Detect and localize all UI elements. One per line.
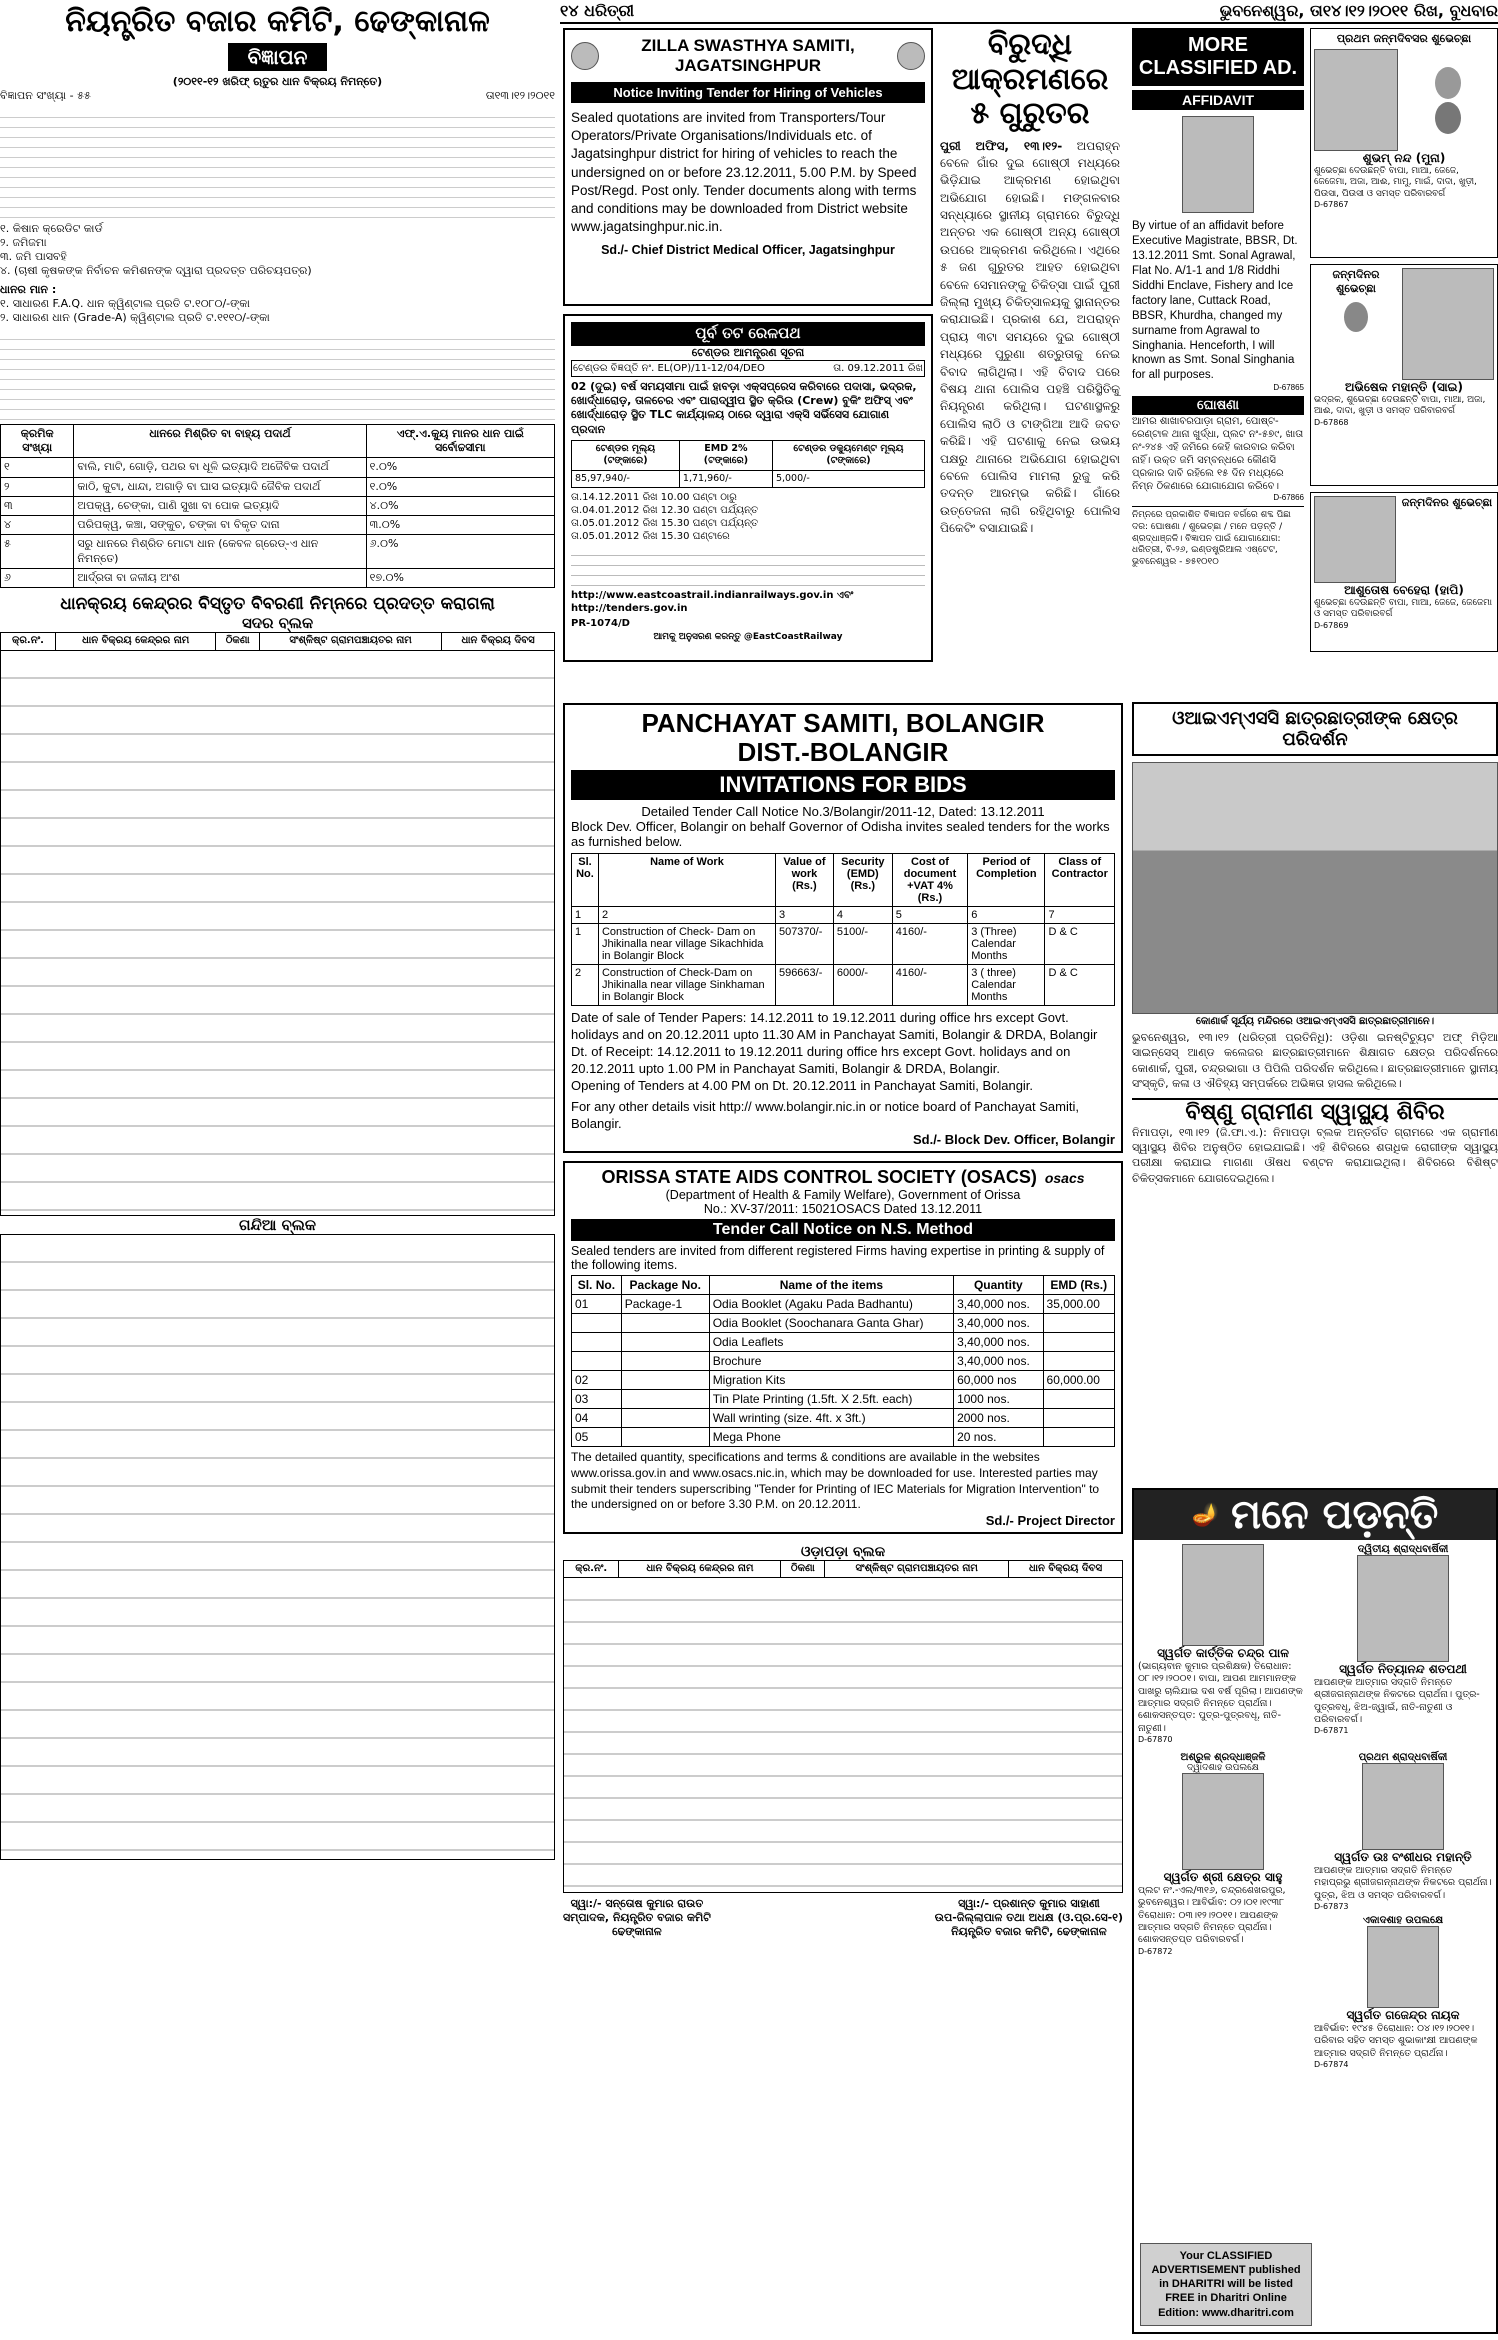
railway-values-table: ଟେଣ୍ଡର ମୂଲ୍ୟ (ଟଙ୍କାରେ) EMD 2% (ଟଙ୍କାରେ) ଟେଣ୍ଡର ଡକ୍ୟୁମେଣ୍ଟ ମୂଲ୍ୟ (ଟଙ୍କାରେ) 85,97,940/- 1,71,960/- 5,000/- — [571, 440, 925, 488]
block-sadar: ସଦର ବ୍ଲକ — [241, 614, 314, 633]
osacs-sign: Sd./- Project Director — [985, 1512, 1115, 1528]
table-row: ୧ ବାଲି, ମାଟି, ଗୋଡ଼ି, ପଥର ବା ଧୂଳି ଇତ୍ୟାଦି ଅଜୈବିକ ପଦାର୍ଥ ୧.୦% — [1, 458, 555, 477]
birthday-ad-1: ପ୍ରଥମ ଜନ୍ମଦିବସର ଶୁଭେଚ୍ଛା ଶୁଭମ୍ ନନ୍ଦ (ମୁନା) ଶୁଭେଚ୍ଛା ଦେଉଛନ୍ତି ବାପା, ମାଆ, ଜେଜେ, ଜେଜେମା, ଅଜା, ଆଈ, ମାମୁ, ମାଇଁ, ଦାଦା, ଖୁଡ଼ୀ, ପିଉସା, ପିଉସୀ ଓ ସମସ୍ତ ପରିବାରବର୍ଗ D-67867 — [1310, 28, 1498, 258]
ps-title2: DIST.-BOLANGIR — [737, 736, 949, 767]
qt-h0: କ୍ରମିକ ସଂଖ୍ୟା — [1, 424, 74, 458]
zilla-sign: Sd./- Chief District Medical Officer, Jagatsinghpur — [601, 242, 895, 257]
ps-sign: Sd./- Block Dev. Officer, Bolangir — [912, 1132, 1115, 1148]
osacs-no: No.: XV-37/2011: 15021OSACS Dated 13.12.2011 — [703, 1202, 983, 1217]
railway-work: 02 (ଦୁଇ) ବର୍ଷ ସମୟସୀମା ପାଇଁ ହାବଡ଼ା ଏକ୍ସପ୍ରେସ କରିବାରେ ପଦାସା, ଭଦ୍ରକ, ଖୋର୍ଦ୍ଧାରୋଡ଼, ତାଳଚେର ଏବଂ ପାରାଦ୍ୱୀପ ସ୍ଥିତ କ୍ରିଉ (Crew) ବୁକିଂ ଅଫିସ୍ ଏବଂ ଖୋର୍ଦ୍ଧାରୋଡ଼ ସ୍ଥିତ TLC କାର୍ଯ୍ୟାଳୟ ଠାରେ ଦ୍ୱାରା ଏକ୍ସି ସର୍ଭିସେସ ଯୋଗାଣ ପ୍ରଦାନ — [571, 379, 917, 436]
mc-price-head: ଧାନର ମାନ : — [0, 282, 57, 296]
ouat-headline: ଓଆଇଏମ୍ଏସସି ଛାତ୍ରଛାତ୍ରୀଙ୍କ କ୍ଷେତ୍ର ପରିଦର୍ଶନ — [1132, 702, 1498, 756]
more-classified: MORE CLASSIFIED AD. — [1132, 28, 1304, 86]
baby-photo — [1314, 49, 1398, 151]
masthead — [560, 0, 1498, 24]
balloon-icon — [1435, 102, 1461, 134]
mane-title: ମନେ ପଡ଼ନ୍ତି — [1231, 1492, 1439, 1538]
child-photo — [1402, 268, 1494, 380]
odapada-block — [563, 1544, 1123, 1940]
affidavit-head: AFFIDAVIT — [1132, 90, 1304, 110]
mc-price-0: ୧. ସାଧାରଣ F.A.Q. ଧାନ କ୍ୱିଣ୍ଟାଲ ପ୍ରତି ଟ.୧୦୮୦/-ଙ୍କା — [0, 297, 250, 311]
centres-table-sadar: କ୍ର.ନଂ. ଧାନ ବିକ୍ରୟ କେନ୍ଦ୍ରର ନାମ ଠିକଣା ସଂଶ୍ଳିଷ୍ଟ ଗ୍ରାମପଞ୍ଚାୟତର ନାମ ଧାନ ବିକ୍ରୟ ଦିବସ — [0, 632, 555, 1216]
table-row: 2 Construction of Check-Dam on Jhikinalla near village Sinkhaman in Bolangir Block 596663/- 6000/- 4160/- 3 ( three) Calendar Months D & C — [572, 965, 1115, 1006]
ps-p1: Date of sale of Tender Papers: 14.12.2011 to 19.12.2011 during office hrs except Govt. holidays and on 20.12.2011 upto 11.30 AM in Panchayat Samiti, Bolangir & DRDA, Bolangir — [571, 1010, 1098, 1043]
table-row: 04 Wall wrinting (size. 4ft. x 3ft.) 2000 nos. — [572, 1409, 1115, 1428]
mc-notice-no: ବିଜ୍ଞାପନ ସଂଖ୍ୟା - ୫୫ — [0, 89, 91, 103]
osacs-dept: (Department of Health & Family Welfare), Government of Orissa — [665, 1188, 1021, 1203]
dateline: ଭୁବନେଶ୍ୱର, ତା୧୪।୧୨।୨୦୧୧ ରିଖ, ବୁଧବାର — [1219, 1, 1498, 20]
table-row: 01 Package-1 Odia Booklet (Agaku Pada Badhantu) 3,40,000 nos. 35,000.00 — [572, 1295, 1115, 1314]
birthday-column — [1310, 28, 1498, 652]
panchayat-tender — [563, 703, 1123, 1939]
mc-sign-right: ସ୍ୱା:/- ପ୍ରଶାନ୍ତ କୁମାର ସାହାଣୀ ଉପ-ଜିଲ୍ଲାପାଳ ତଥା ଅଧକ୍ଷ (ଓ.ପ୍ର.ସେ-୧) ନିୟନ୍ତ୍ରିତ ବଜାର କମିଟି, ଢେଙ୍କାନାଳ — [934, 1897, 1123, 1939]
mc-list-3: ୪. (ଚାଷୀ କୃଷକଙ୍କ ନିର୍ବାଚନ କମିଶନଙ୍କ ଦ୍ୱାରା ପ୍ରଦତ୍ତ ପରିଚୟପତ୍ର) — [0, 264, 312, 278]
affidavit-photo — [1182, 116, 1254, 213]
table-row: 05 Mega Phone 20 nos. — [572, 1428, 1115, 1447]
table-row: Odia Leaflets 3,40,000 nos. — [572, 1333, 1115, 1352]
market-committee-ad — [0, 4, 555, 1860]
centres-head: ଧାନକ୍ରୟ କେନ୍ଦ୍ରର ବିସ୍ତୃତ ବିବରଣୀ ନିମ୍ନରେ ପ୍ରଦତ୍ତ କରାଗଲା — [60, 594, 495, 615]
centres-table-odapada: କ୍ର.ନଂ. ଧାନ ବିକ୍ରୟ କେନ୍ଦ୍ରର ନାମ ଠିକଣା ସଂଶ୍ଳିଷ୍ଟ ଗ୍ରାମପଞ୍ଚାୟତର ନାମ ଧାନ ବିକ୍ରୟ ଦିବସ — [563, 1560, 1123, 1894]
mc-price-1: ୨. ସାଧାରଣ ଧାନ (Grade-A) କ୍ୱିଣ୍ଟାଲ ପ୍ରତି ଟ.୧୧୧୦/-ଙ୍କା — [0, 311, 270, 325]
table-row: Odia Booklet (Soochanara Ganta Ghar) 3,40,000 nos. — [572, 1314, 1115, 1333]
ghoshana-text: ଆମର ଶାଖାବରପାଡ଼ା ଗ୍ରାମ, ପୋଷ୍ଟ-ରେଣ୍ଟାଳ ଥାନା ଖୁର୍ଦ୍ଧା, ପ୍ଲଟ ନଂ-୫୭୯, ଖାତା ନଂ-୨୪୫ ଏହି ଜମିରେ କେହି କାରବାର କରିବା ନାହିଁ। ଉକ୍ତ ଜମି ସମ୍ବନ୍ଧରେ କୌଣସି ପ୍ରକାର ଦାବି ରହିଲେ ୧୫ ଦିନ ମଧ୍ୟରେ ନିମ୍ନ ଠିକଣାରେ ଯୋଗାଯୋଗ କରିବେ। — [1132, 416, 1304, 493]
balloon-icon — [1435, 67, 1461, 99]
osacs-title: ORISSA STATE AIDS CONTROL SOCIETY (OSACS) — [601, 1167, 1037, 1188]
mc-title: ନିୟନ୍ତ୍ରିତ ବଜାର କମିଟି, ଢେଙ୍କାନାଳ — [65, 4, 490, 39]
portrait-photo — [1182, 1544, 1264, 1646]
obit-2: ଦ୍ୱିତୀୟ ଶ୍ରାଦ୍ଧବାର୍ଷିକୀ ସ୍ୱର୍ଗତ ନିତ୍ୟାନନ୍ଦ ଶତପଥୀ ଆପଣଙ୍କ ଆତ୍ମାର ସଦ୍ଗତି ନିମନ୍ତେ ଶ୍ରୀଜଗନ୍ନାଥଙ୍କ ନିକଟରେ ପ୍ରାର୍ଥନା। ପୁତ୍ର-ପୁତ୍ରବଧୂ, ଝିଅ-ଜ୍ୱାଇଁ, ନାତି-ନାତୁଣୀ ଓ ପରିବାରବର୍ଗ। D-67871 — [1314, 1544, 1480, 1736]
group-photo — [1132, 762, 1498, 1014]
ouat-body: ଭୁବନେଶ୍ୱର, ୧୩।୧୨ (ଧରିତ୍ରୀ ପ୍ରତିନିଧି): ଓଡ଼ିଶା ଇନଷ୍ଟିଚ୍ୟୁଟ ଅଫ୍ ମିଡ଼ିଆ ସାଇନ୍ସେସ୍ ଆଣ୍ଡ କଲେଜର ଛାତ୍ରଛାତ୍ରୀମାନେ ଶିକ୍ଷାଗତ କ୍ଷେତ୍ର ପରିଦର୍ଶନରେ କୋଣାର୍କ, ପୁରୀ, ଚନ୍ଦ୍ରଭାଗା ଓ ପିପିଲି ପରିଦର୍ଶନ କରିଥିଲେ। ଛାତ୍ରଛାତ୍ରୀମାନେ ସ୍ଥାନୀୟ ସଂସ୍କୃତି, କଳା ଓ ଐତିହ୍ୟ ସମ୍ପର୍କରେ ଅଭିଜ୍ଞତା ହାସଲ କରିଥିଲେ। — [1132, 1031, 1498, 1091]
ps-p3: Opening of Tenders at 4.00 PM on Dt. 20.12.2011 in Panchayat Samiti, Bolangir. — [571, 1077, 1034, 1093]
table-row: ୬ ଆର୍ଦ୍ରତା ବା ଜଳୀୟ ଅଂଶ ୧୭.୦% — [1, 569, 555, 588]
table-row: 03 Tin Plate Printing (1.5ft. X 2.5ft. each) 1000 nos. — [572, 1390, 1115, 1409]
obit-3: ଅଶ୍ରୁଳ ଶ୍ରଦ୍ଧାଞ୍ଜଳି ଦ୍ୱାଦଶାହ ଉପଲକ୍ଷେ ସ୍ୱର୍ଗତ ଶ୍ରୀ କ୍ଷେତ୍ର ସାହୁ ପ୍ଲଟ ନଂ.-ଏଲ/୩୧୬, ଚନ୍ଦ୍ରଶେଖରପୁର, ଭୁବନେଶ୍ୱର। ଆବିର୍ଭାବ: ୦୨।୦୧।୧୯୩୮ ତିରୋଧାନ: ୦୩।୧୨।୨୦୧୧। ଆପଣଙ୍କ ଆତ୍ମାର ସଦ୍ଗତି ନିମନ୍ତେ ପ୍ରାର୍ଥନା। ଶୋକସନ୍ତପ୍ତ ପରିବାରବର୍ଗ। D-67872 — [1138, 1752, 1286, 1956]
rates-text: ନିମ୍ନରେ ପ୍ରକାଶିତ ବିଜ୍ଞାପନ ବର୍ଗରେ ଶବ୍ଦ ପିଛା ଦର: ଘୋଷଣା / ଶୁଭେଚ୍ଛା / ମନେ ପଡ଼ନ୍ତି / ଶ୍ରଦ୍ଧାଞ୍ଜଳି। ବିଜ୍ଞାପନ ପାଇଁ ଯୋଗାଯୋଗ: ଧରିତ୍ରୀ, ବି-୨୬, ଇଣ୍ଡଷ୍ଟ୍ରିଆଲ ଏଷ୍ଟେଟ, ଭୁବନେଶ୍ୱର - ୭୫୧୦୧୦ — [1132, 506, 1304, 568]
camp-headline: ବିଷ୍ଣୁ ଗ୍ରାମୀଣ ସ୍ୱାସ୍ଥ୍ୟ ଶିବିର — [1132, 1098, 1498, 1125]
mane-padanti — [1132, 1488, 1498, 2334]
attack-dateline: ପୁରୀ ଅଫିସ, ୧୩।୧୨- — [940, 138, 1063, 153]
birthday-ad-3: ଜନ୍ମଦିନର ଶୁଭେଚ୍ଛା ଆଶୁତୋଷ ବେହେରା (ହାପି) ଶୁଭେଚ୍ଛା ଦେଉଛନ୍ତି ବାପା, ମାଆ, ଜେଜେ, ଜେଜେମା ଓ ସମସ୍ତ ପରିବାରବର୍ଗ D-67869 — [1310, 492, 1498, 652]
portrait-photo — [1182, 1773, 1264, 1870]
zilla-body: Sealed quotations are invited from Transporters/Tour Operators/Private Organisations/Individuals etc. of Jagatsinghpur district for hiring of vehicles to reach the undersigned on or before 23.12.2011, 5.00 P.M. by Speed Post/Regd. Post only. Tender documents along with terms and conditions may be downloaded from District website www.jagatsinghpur.nic.in. — [571, 110, 917, 235]
attack-body: ଅପରାହ୍ନ ବେଳେ ଗାଁର ଦୁଇ ଗୋଷ୍ଠୀ ମଧ୍ୟରେ ଭିଡ଼ିଯାଇ ଆକ୍ରମଣ ହୋଇଥିବା ଅଭିଯୋଗ ହୋଇଛି। ମଙ୍ଗଳବାର ସନ୍ଧ୍ୟାରେ ସ୍ଥାନୀୟ ଗ୍ରାମରେ ବିରୁଦ୍ଧି ଅନ୍ତର ଏକ ଗୋଷ୍ଠୀ ଅନ୍ୟ ଗୋଷ୍ଠୀ ଉପରେ ଆକ୍ରମଣ କରିଥିଲେ। ଏଥିରେ ୫ ଜଣ ଗୁରୁତର ଆହତ ହୋଇଥିବା ବେଳେ ସେମାନଙ୍କୁ ଚିକିତ୍ସା ପାଇଁ ପୁରୀ ଜିଲ୍ଲା ମୁଖ୍ୟ ଚିକିତ୍ସାଳୟକୁ ସ୍ଥାନାନ୍ତର କରାଯାଇଛି। ପ୍ରକାଶ ଯେ, ଅପରାହ୍ନ ପ୍ରାୟ ୩ଟା ସମୟରେ ଦୁଇ ଗୋଷ୍ଠୀ ମଧ୍ୟରେ ପୁରୁଣା ଶତ୍ରୁତାକୁ ନେଇ ବିବାଦ ଲାଗିଥିଲା। ଏହି ବିବାଦ ପରେ ବିଷୟ ଥାନା ପୋଲିସ ପହଞ୍ଚି ପରିସ୍ଥିତିକୁ ନିୟନ୍ତ୍ରଣ କରିଥିଲା। ଘଟଣାସ୍ଥଳରୁ ପୋଲିସ ଲାଠି ଓ ଟାଙ୍ଗିଆ ଆଦି ଜବତ କରିଛି। ଏହି ଘଟଣାକୁ ନେଇ ଉଭୟ ପକ୍ଷରୁ ଥାନାରେ ଅଭିଯୋଗ ହୋଇଥିବା ବେଳେ ପୋଲିସ ମାମଲା ରୁଜୁ କରି ତଦନ୍ତ ଆରମ୍ଭ କରିଛି। ଗାଁରେ ଉତ୍ତେଜନା ଲାଗି ରହିଥିବାରୁ ପୋଲିସ ପିକେଟିଂ ବସାଯାଇଛି। — [940, 138, 1120, 536]
mc-list-2: ୩. ଜମି ପାସବହି — [0, 250, 67, 264]
osacs-banner: Tender Call Notice on N.S. Method — [571, 1219, 1115, 1241]
railway-title: ପୂର୍ବ ତଟ ରେଳପଥ — [571, 322, 925, 346]
osacs-items-table: Sl. No. Package No. Name of the items Quantity EMD (Rs.) 01 Package-1 Odia Booklet (Agaku Pada Badhantu) 3,40,000 nos. 35,000.00 Odia Booklet (Soochanara Ganta Ghar) 3,40,000 nos. Odia Leaflets 3,40,000 nos. Brochure 3,40,000 nos. 02 Migration Kits 60,000 nos 60,000.00 03 Tin Plate Printing (1.5ft. X 2.5ft. each) 1000 nos. 04 Wall wrinting (size. 4ft. x 3ft.) 2000 nos. 05 Mega Phone 20 nos. — [571, 1275, 1115, 1447]
portrait-photo — [1357, 1555, 1449, 1662]
ps-p2: Dt. of Receipt: 14.12.2011 to 19.12.2011 during office hrs except Govt. holidays and on 20.12.2011 upto 1.00 PM in Panchayat Samiti, Bolangir & DRDA, Bolangir. — [571, 1043, 1071, 1076]
online-edition-note: Your CLASSIFIED ADVERTISEMENT published in DHARITRI will be listed FREE in Dharitri Online Edition: www.dharitri.com — [1140, 2243, 1312, 2326]
ps-title: PANCHAYAT SAMITI, BOLANGIR — [641, 708, 1045, 738]
table-row: 02 Migration Kits 60,000 nos 60,000.00 — [572, 1371, 1115, 1390]
obit-5: ଏକାଦଶାହ ଉପଲକ୍ଷେ ସ୍ୱର୍ଗତ ଗଜେନ୍ଦ୍ର ନାୟକ ଆବିର୍ଭାବ: ୧୯୪୫ ତିରୋଧାନ: ୦୪।୧୨।୨୦୧୧। ପରିବାର ସହିତ ସମସ୍ତ ଶୁଭାକାଂକ୍ଷୀ ଆପଣଙ୍କ ଆତ୍ମାର ସଦ୍ଗତି ନିମନ୍ତେ ପ୍ରାର୍ଥନା। D-67874 — [1314, 1915, 1478, 2070]
camp-body: ନିମାପଡ଼ା, ୧୩।୧୨ (ଜି.ଫା.ଏ.): ନିମାପଡ଼ା ବ୍ଲକ ଅନ୍ତର୍ଗତ ଗ୍ରାମରେ ଏକ ଗ୍ରାମୀଣ ସ୍ୱାସ୍ଥ୍ୟ ଶିବିର ଅନୁଷ୍ଠିତ ହୋଇଯାଇଛି। ଏହି ଶିବିରରେ ଶତାଧିକ ରୋଗୀଙ୍କ ସ୍ୱାସ୍ଥ୍ୟ ପରୀକ୍ଷା କରାଯାଇ ମାଗଣା ଔଷଧ ବଣ୍ଟନ କରାଯାଇଥିଲା। ଶିବିରରେ ବିଶିଷ୍ଟ ଚିକିତ୍ସକମାନେ ଯୋଗଦେଇଥିଲେ। — [1132, 1125, 1498, 1185]
zilla-banner: Notice Inviting Tender for Hiring of Vehicles — [571, 82, 925, 103]
osacs-footer: The detailed quantity, specifications and terms & conditions are available in the websites www.orissa.gov.in and www.osacs.nic.in, which may be downloaded for use. Interested parties may submit their tenders superscribing "Tender for Printing of IEC Materials for Migration Intervention" to the undersigned on or before 3.30 P.M. on 20.12.2011. — [571, 1450, 1100, 1512]
child-photo — [1314, 496, 1396, 583]
lamp-icon: 🪔 — [1191, 1502, 1220, 1528]
zilla-logo-icon — [571, 42, 599, 70]
block-odapada: ଓଡ଼ାପଡ଼ା ବ୍ଲକ — [800, 1543, 886, 1560]
obit-1: ସ୍ୱର୍ଗତ କାର୍ତ୍ତିକ ଚନ୍ଦ୍ର ପାଳ (ଭାଗ୍ୟବାନ କୁମାର ପ୍ରଶିକ୍ଷକ) ତିରୋଧାନ: ୦୮।୧୨।୨୦୦୧। ବାପା, ଆପଣ ଆମମାନଙ୍କ ପାଖରୁ ଚାଲିଯାଇ ଦଶ ବର୍ଷ ପୂରିଲା। ଆପଣଙ୍କ ଆତ୍ମାର ସଦ୍ଗତି ନିମନ୍ତେ ପ୍ରାର୍ଥନା। ଶୋକସନ୍ତପ୍ତ: ପୁତ୍ର-ପୁତ୍ରବଧୂ, ନାତି-ନାତୁଣୀ। D-67870 — [1138, 1544, 1308, 1744]
classified-column: MORE CLASSIFIED AD. AFFIDAVIT By virtue of an affidavit before Executive Magistrate, BBSR, Dt. 13.12.2011 Smt. Sonal Agrawal, Flat No. A/1-1 and 1/8 Riddhi Siddhi Enclave, Fishery and Ice factory lane, Cuttack Road, BBSR, Khurdha, changed my surname from Agrawal to Singhania. Henceforth, I will known as Smt. Sonal Singhania for all purposes. D-67865 ଘୋଷଣା ଆମର ଶାଖାବରପାଡ଼ା ଗ୍ରାମ, ପୋଷ୍ଟ-ରେଣ୍ଟାଳ ଥାନା ଖୁର୍ଦ୍ଧା, ପ୍ଲଟ ନଂ-୫୭୯, ଖାତା ନଂ-୨୪୫ ଏହି ଜମିରେ କେହି କାରବାର କରିବା ନାହିଁ। ଉକ୍ତ ଜମି ସମ୍ବନ୍ଧରେ କୌଣସି ପ୍ରକାର ଦାବି ରହିଲେ ୧୫ ଦିନ ମଧ୍ୟରେ ନିମ୍ନ ଠିକଣାରେ ଯୋଗାଯୋଗ କରିବେ। D-67866 ନିମ୍ନରେ ପ୍ରକାଶିତ ବିଜ୍ଞାପନ ବର୍ଗରେ ଶବ୍ଦ ପିଛା ଦର: ଘୋଷଣା / ଶୁଭେଚ୍ଛା / ମନେ ପଡ଼ନ୍ତି / ଶ୍ରଦ୍ଧାଞ୍ଜଳି। ବିଜ୍ଞାପନ ପାଇଁ ଯୋଗାଯୋଗ: ଧରିତ୍ରୀ, ବି-୨୬, ଇଣ୍ଡଷ୍ଟ୍ରିଆଲ ଏଷ୍ଟେଟ, ଭୁବନେଶ୍ୱର - ୭୫୧୦୧୦ — [1132, 28, 1304, 569]
zilla-notice — [563, 28, 933, 662]
railway-pr: PR-1074/D — [571, 618, 630, 630]
portrait-photo — [1367, 1926, 1439, 2008]
qt-h2: ଏଫ୍.ଏ.କ୍ୟୁ ମାନର ଧାନ ପାଇଁ ସର୍ବୋଚ୍ଚସୀମା — [366, 424, 554, 458]
balloon-icon — [1344, 302, 1368, 332]
ps-p4: For any other details visit http:// www.bolangir.nic.in or notice board of Panchayat Samiti, Bolangir. — [571, 1098, 1079, 1131]
mc-subtitle: (୨୦୧୧-୧୨ ଖରିଫ୍ ଋତୁର ଧାନ ବିକ୍ରୟ ନିମନ୍ତେ) — [172, 75, 383, 88]
mc-body-text — [0, 108, 555, 218]
mc-list-0: ୧. କିଷାନ କ୍ରେଡିଟ କାର୍ଡ — [0, 221, 103, 235]
mc-tag: ବିଜ୍ଞାପନ — [228, 43, 328, 71]
ps-intro: Block Dev. Officer, Bolangir on behalf Governor of Odisha invites sealed tenders for the works as furnished below. — [571, 819, 1110, 850]
railway-ref-date: ତା. 09.12.2011 ରିଖ — [833, 362, 923, 374]
obit-4: ପ୍ରଥମ ଶ୍ରାଦ୍ଧବାର୍ଷିକୀ ସ୍ୱର୍ଗତ ଉଃ ବଂଶୀଧର ମହାନ୍ତି ଆପଣଙ୍କ ଆତ୍ମାର ସଦ୍ଗତି ନିମନ୍ତେ ମହାପ୍ରଭୁ ଶ୍ରୀଜଗନ୍ନାଥଙ୍କ ନିକଟରେ ପ୍ରାର୍ଥନା। ପୁତ୍ର, ଝିଅ ଓ ସମସ୍ତ ପରିବାରବର୍ଗ। D-67873 — [1314, 1752, 1492, 1912]
ps-works-table: Sl. No. Name of Work Value of work (Rs.) Security (EMD) (Rs.) Cost of document +VAT 4% (Rs.) Period of Completion Class of Contractor 1 2 3 4 5 6 7 1 Construction of Check- Dam on Jhikinalla near village Sikachhida in Bolangir Block 507370/- 5100/- 4160/- 3 (Three) Calendar Months D & C 2 Construction of Check-Dam on Jhikinalla near village Sinkhaman in Bolangir Block 596663/- 6000/- 4160/- 3 ( three) Calendar Months D & C — [571, 853, 1115, 1006]
centres-table-gandia — [0, 1234, 555, 1860]
attack-story — [940, 28, 1120, 537]
railway-footer: ଆମକୁ ଅନୁସରଣ କରନ୍ତୁ @EastCoastRailway — [653, 632, 843, 643]
ouat-caption: କୋଣାର୍କ ସୂର୍ଯ୍ୟ ମନ୍ଦିରରେ ଓଆଇଏମ୍ଏସସି ଛାତ୍ରଛାତ୍ରୀମାନେ। — [1195, 1016, 1435, 1027]
osacs-intro: Sealed tenders are invited from different registered Firms having expertise in printing & supply of the following items. — [571, 1244, 1105, 1273]
mc-list-1: ୨. ଜମିଜମା — [0, 235, 47, 249]
railway-ref: ଟେଣ୍ଡର ବିଜ୍ଞପ୍ତି ନଂ. EL(OP)/11-12/04/DEO — [573, 362, 765, 374]
ps-notice: Detailed Tender Call Notice No.3/Bolangir/2011-12, Dated: 13.12.2011 — [641, 804, 1045, 820]
osacs-tender — [563, 1161, 1123, 1533]
railway-subtitle: ଟେଣ୍ଡର ଆମନ୍ତ୍ରଣ ସୂଚନା — [691, 345, 805, 359]
table-row: Brochure 3,40,000 nos. — [572, 1352, 1115, 1371]
attack-headline: ବିରୁଦ୍ଧି ଆକ୍ରମଣରେ ୫ ଗୁରୁତର — [951, 27, 1109, 131]
railway-web[interactable]: http://www.eastcoastrail.indianrailways.gov.in ଏବଂ http://tenders.gov.in — [571, 590, 854, 615]
ouat-story — [1132, 702, 1498, 1186]
zilla-org: ZILLA SWASTHYA SAMITI, JAGATSINGHPUR — [641, 36, 855, 75]
block-gandia: ଗନ୍ଦିଆ ବ୍ଲକ — [239, 1215, 316, 1234]
birthday-ad-2: ଜନ୍ମଦିନର ଶୁଭେଚ୍ଛା ଅଭିଷେକ ମହାନ୍ତି (ସାଇ) ଭଦ୍ରକ, ଶୁଭେଚ୍ଛା ଦେଉଛନ୍ତି ବାପା, ମାଆ, ଅଜା, ଆଈ, ଦାଦା, ଖୁଡ଼ୀ ଓ ସମସ୍ତ ପରିବାରବର୍ଗ D-67868 — [1310, 264, 1498, 486]
quality-table — [0, 424, 555, 589]
table-row: ୫ ସରୁ ଧାନରେ ମିଶ୍ରିତ ମୋଟା ଧାନ (କେବଳ ଗ୍ରେଡ୍-ଏ ଧାନ ନିମନ୍ତେ) ୬.୦% — [1, 535, 555, 569]
table-row: ୨ କାଠି, କୁଟା, ଧାନ୍ଦା, ଅଗାଡ଼ି ବା ଘାସ ଇତ୍ୟାଦି ଜୈବିକ ପଦାର୍ଥ ୧.୦% — [1, 477, 555, 496]
table-row: ୩ ଅପକ୍ୱ, ଚେଙ୍କା, ପାଣି ସୁଖା ବା ପୋକ ଇତ୍ୟାଦି ୪.୦% — [1, 496, 555, 515]
qt-h1: ଧାନରେ ମିଶ୍ରିତ ବା ବାହ୍ୟ ପଦାର୍ଥ — [74, 424, 366, 458]
page-label: ୧୪ ଧରିତ୍ରୀ — [560, 1, 635, 20]
odisha-emblem-icon — [897, 42, 925, 70]
affidavit-text: By virtue of an affidavit before Executive Magistrate, BBSR, Dt. 13.12.2011 Smt. Sonal Agrawal, Flat No. A/1-1 and 1/8 Riddhi Siddhi Enclave, Fishery and Ice factory lane, Cuttack Road, BBSR, Khurdha, changed my surname from Agrawal to Singhania. Henceforth, I will known as Smt. Sonal Singhania for all purposes. — [1132, 220, 1298, 382]
ps-banner: INVITATIONS FOR BIDS — [571, 770, 1115, 800]
mc-notice-date: ତା୧୩।୧୨।୨୦୧୧ — [485, 89, 555, 103]
mc-sign-left: ସ୍ୱା:/- ସନ୍ତୋଷ କୁମାର ରାଉତ ସମ୍ପାଦକ, ନିୟନ୍ତ୍ରିତ ବଜାର କମିଟି ଢେଙ୍କାନାଳ — [563, 1897, 711, 1939]
table-row: ୪ ପରିପକ୍ୱ, କଞ୍ଚା, ସଙ୍କୁଚ, ଚଙ୍କା ବା ବିକୃତ ଦାନା ୩.୦% — [1, 516, 555, 535]
railway-tender: ପୂର୍ବ ତଟ ରେଳପଥ ଟେଣ୍ଡର ଆମନ୍ତ୍ରଣ ସୂଚନା ଟେଣ୍ଡର ବିଜ୍ଞପ୍ତି ନଂ. EL(OP)/11-12/04/DEO ତା. 09.12.2011 ରିଖ 02 (ଦୁଇ) ବର୍ଷ ସମୟସୀମା ପାଇଁ ହାବଡ଼ା ଏକ୍ସପ୍ରେସ କରିବାରେ ପଦାସା, ଭଦ୍ରକ, ଖୋର୍ଦ୍ଧାରୋଡ଼, ତାଳଚେର ଏବଂ ପାରାଦ୍ୱୀପ ସ୍ଥିତ କ୍ରିଉ (Crew) ବୁକିଂ ଅଫିସ୍ ଏବଂ ଖୋର୍ଦ୍ଧାରୋଡ଼ ସ୍ଥିତ TLC କାର୍ଯ୍ୟାଳୟ ଠାରେ ଦ୍ୱାରା ଏକ୍ସି ସର୍ଭିସେସ ଯୋଗାଣ ପ୍ରଦାନ ଟେଣ୍ଡର ମୂଲ୍ୟ (ଟଙ୍କାରେ) EMD 2% (ଟଙ୍କାରେ) ଟେଣ୍ଡର ଡକ୍ୟୁମେଣ୍ଟ ମୂଲ୍ୟ (ଟଙ୍କାରେ) 85,97,940/- 1,71,960/- 5,000/- ତା.14.12.2011 ରିଖ 10.00 ଘଣ୍ଟା ଠାରୁ ତା.04.01.2012 ରିଖ 12.30 ଘଣ୍ଟା ପର୍ଯ୍ୟନ୍ତ ତା.05.01.2012 ରିଖ 15.30 ଘଣ୍ଟା ପର୍ଯ୍ୟନ୍ତ ତା.05.01.2012 ରିଖ 15.30 ଘଣ୍ଟାରେ http://www.eastcoastrail.indianrailways.gov.in ଏବଂ http://tenders.gov.in PR-1074/D ଆମକୁ ଅନୁସରଣ କରନ୍ତୁ @EastCoastRailway — [563, 314, 933, 662]
ghoshana-head: ଘୋଷଣା — [1132, 396, 1304, 415]
osacs-logo-icon: osacs — [1044, 1169, 1085, 1186]
table-row: 1 Construction of Check- Dam on Jhikinalla near village Sikachhida in Bolangir Block 507370/- 5100/- 4160/- 3 (Three) Calendar Months D & C — [572, 924, 1115, 965]
portrait-photo — [1362, 1763, 1444, 1850]
